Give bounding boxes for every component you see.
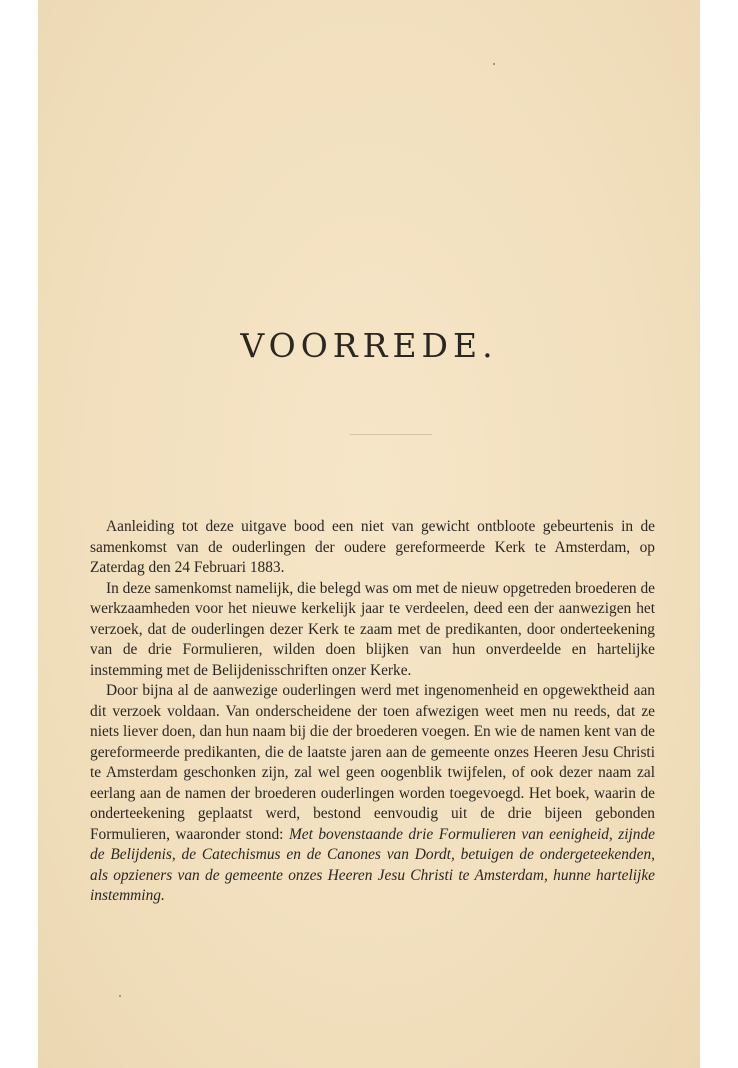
signature-declaration: Met bovenstaande drie Formulieren van eenigheid, zijnde de Belijdenis, de Catechismus en de Canones van Dordt, betuigen de ondergeteekenden, als opzieners van de gemeente onzes Heeren Jesu Christi te Amsterdam, hunne hartelijke instemming. (90, 825, 655, 904)
book-page (38, 0, 700, 1068)
page-speck (119, 995, 121, 997)
page-speck (493, 63, 495, 65)
paragraph-3 (90, 681, 655, 907)
preface-body (90, 517, 655, 907)
paragraph-2: In deze samenkomst namelijk, die belegd was om met de nieuw opgetreden broederen de werkzaamheden voor het nieuwe kerkelijk jaar te verdeelen, deed een der aanwezigen het verzoek, dat de ouderlingen dezer Kerk te zaam met de predikanten, door onderteekening van de drie Formulieren, wilden doen blijken van hun onverdeelde en hartelijke instemming met de Belijdenisschriften onzer Kerke. (90, 579, 655, 679)
ornament-rule (350, 434, 432, 435)
page-title: VOORREDE. (240, 326, 498, 365)
paragraph-3-text: Door bijna al de aanwezige ouderlingen werd met ingenomenheid en opgewektheid aan dit verzoek voldaan. Van onderscheidene der toen afwezigen weet men nu reeds, dat ze niets liever doen, dan hun naam bij die der broederen voegen. En wie de namen kent van de gereformeerde predikanten, die de laatste jaren aan de gemeente onzes Heeren Jesu Christi te Amsterdam geschonken zijn, zal wel geen oogenblik twijfelen, of ook dezer naam zal eerlang aan de namen der broederen ouderlingen worden toegevoegd. Het boek, waarin de onderteekening geplaatst werd, bestond eenvoudig uit de drie bijeen gebonden Formulieren, waaronder stond: (90, 682, 655, 843)
paragraph-1: Aanleiding tot deze uitgave bood een niet van gewicht ontbloote gebeurtenis in de samenkomst van de ouderlingen der oudere gereformeerde Kerk te Amsterdam, op Zaterdag den 24 Februari 1883. (90, 518, 655, 576)
